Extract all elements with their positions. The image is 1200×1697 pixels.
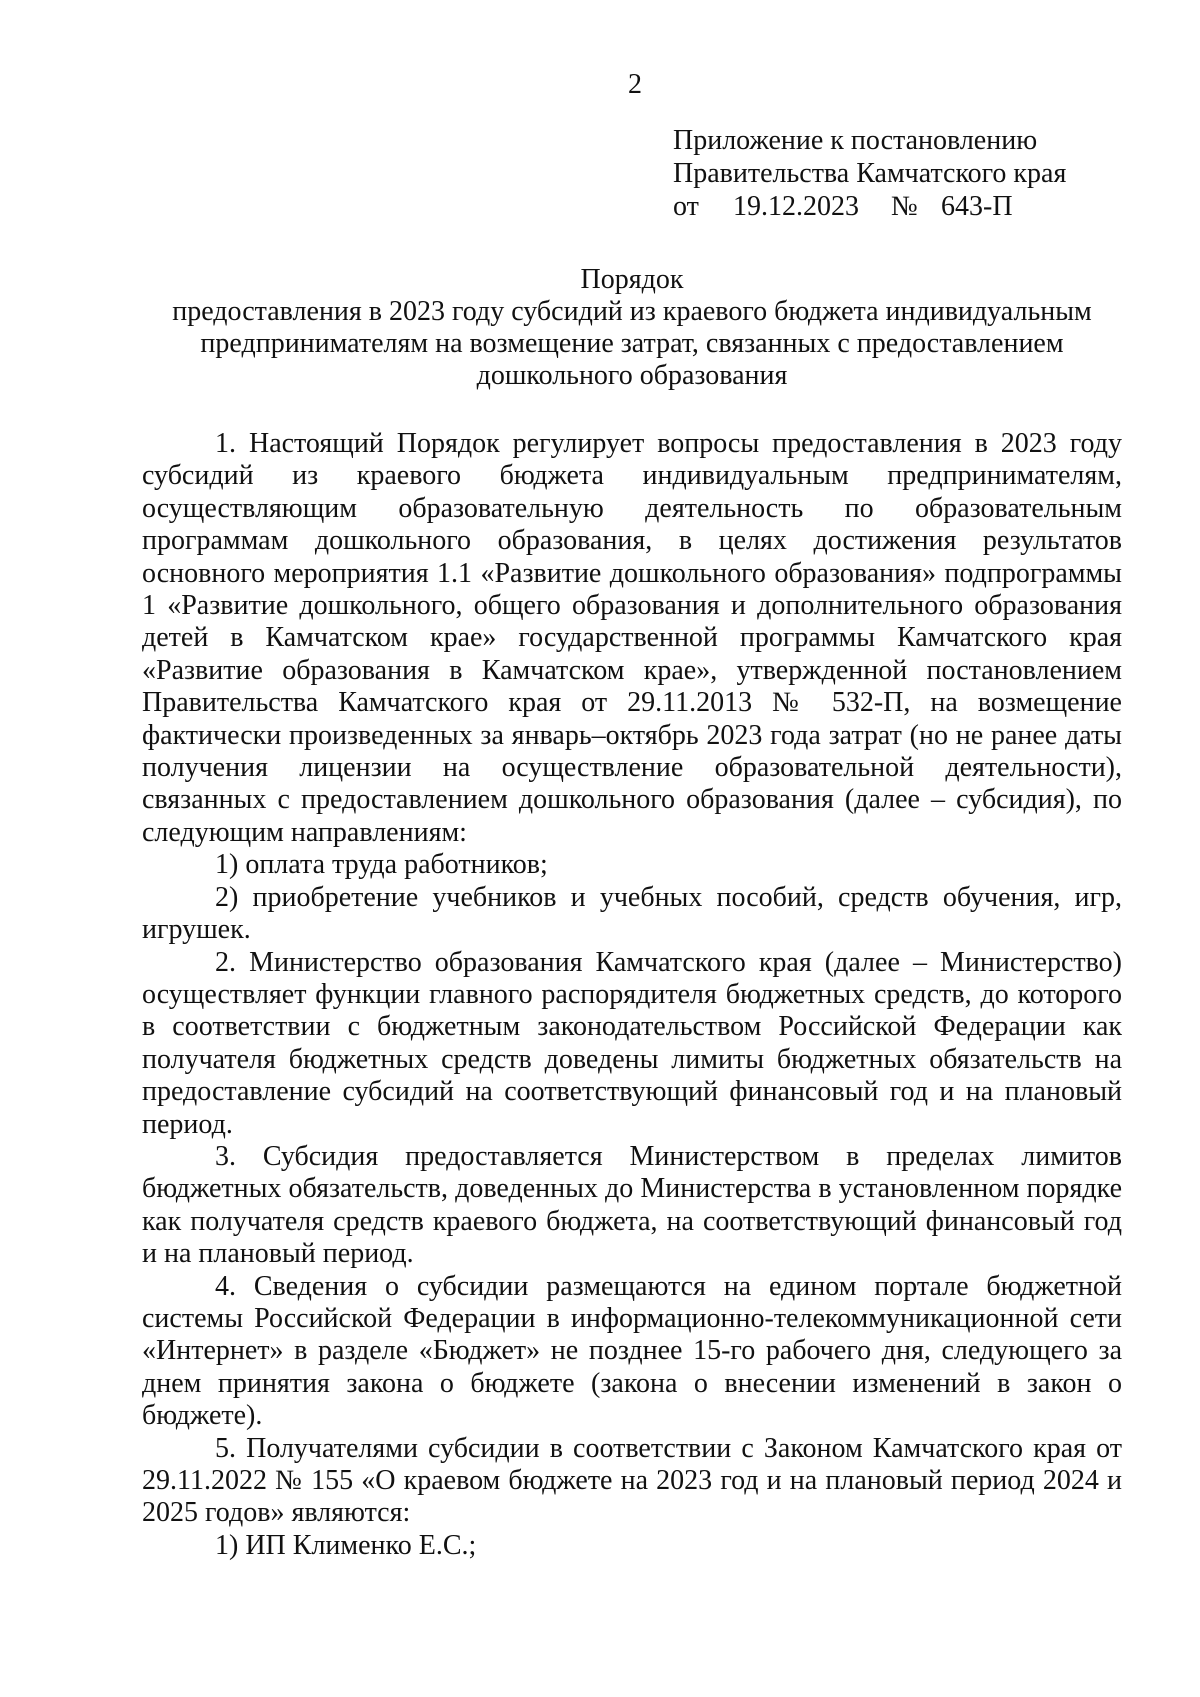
paragraph-1-item-1: 1) оплата труда работников;	[215, 849, 548, 881]
appendix-line-2: Правительства Камчатского края	[673, 158, 1067, 189]
appendix-header	[673, 124, 1143, 223]
resolution-number: 643-П	[941, 191, 1013, 222]
date-prefix: от	[673, 191, 699, 222]
paragraph-1: 1. Настоящий Порядок регулирует вопросы предоставления в 2023 году субсидий из краевого бюджета индивидуальным предпринимателям, осуществляющим образовательную деятельность по образовательным программам дошкольного образования, в целях достижения результатов основного мероприятия 1.1 «Развитие дошкольного образования» подпрограммы 1 «Развитие дошкольного, общего образования и дополнительного образования детей в Камчатском крае» государственной программы Камчатского края «Развитие образования в Камчатском крае», утвержденной постановлением Правительства Камчатского края от 29.11.2013 № 532-П, на возмещение фактически произведенных за январь–октябрь 2023 года затрат (но не ранее даты получения лицензии на осуществление образовательной деятельности), связанных с предоставлением дошкольного образования (далее – субсидия), по следующим направлениям:	[142, 428, 1122, 848]
paragraph-4: 4. Сведения о субсидии размещаются на едином портале бюджетной системы Российской Федерации в информационно-телекоммуникационной сети «Интернет» в разделе «Бюджет» не позднее 15-го рабочего дня, следующего за днем принятия закона о бюджете (закона о внесении изменений в закон о бюджете).	[142, 1270, 1122, 1432]
title-line-1: предоставления в 2023 году субсидий из краевого бюджета индивидуальным	[172, 296, 1092, 327]
number-sign: №	[891, 191, 918, 222]
paragraph-2: 2. Министерство образования Камчатского края (далее – Министерство) осуществляет функции главного распорядителя бюджетных средств, до которого в соответствии с бюджетным законодательством Российской Федерации как получателя бюджетных средств доведены лимиты бюджетных обязательств на предоставление субсидий на соответствующий финансовый год и на плановый период.	[142, 946, 1122, 1140]
resolution-date: 19.12.2023	[733, 191, 859, 222]
appendix-line-1: Приложение к постановлению	[673, 125, 1038, 156]
paragraph-5-item-1: 1) ИП Клименко Е.С.;	[215, 1529, 477, 1561]
title-heading: Порядок	[580, 264, 684, 295]
paragraph-5: 5. Получателями субсидии в соответствии с Законом Камчатского края от 29.11.2022 № 155 «О краевом бюджете на 2023 год и на плановый период 2024 и 2025 годов» являются:	[142, 1432, 1122, 1529]
title-line-3: дошкольного образования	[476, 360, 788, 391]
appendix-date-line	[673, 190, 1143, 223]
document-title	[142, 264, 1122, 392]
title-line-2: предпринимателям на возмещение затрат, связанных с предоставлением	[200, 328, 1064, 359]
paragraph-3: 3. Субсидия предоставляется Министерством в пределах лимитов бюджетных обязательств, доведенных до Министерства в установленном порядке как получателя средств краевого бюджета, на соответствующий финансовый год и на плановый период.	[142, 1140, 1122, 1270]
page-number: 2	[628, 69, 642, 100]
document-body	[142, 428, 1122, 1562]
paragraph-1-item-2: 2) приобретение учебников и учебных пособий, средств обучения, игр, игрушек.	[142, 881, 1122, 946]
